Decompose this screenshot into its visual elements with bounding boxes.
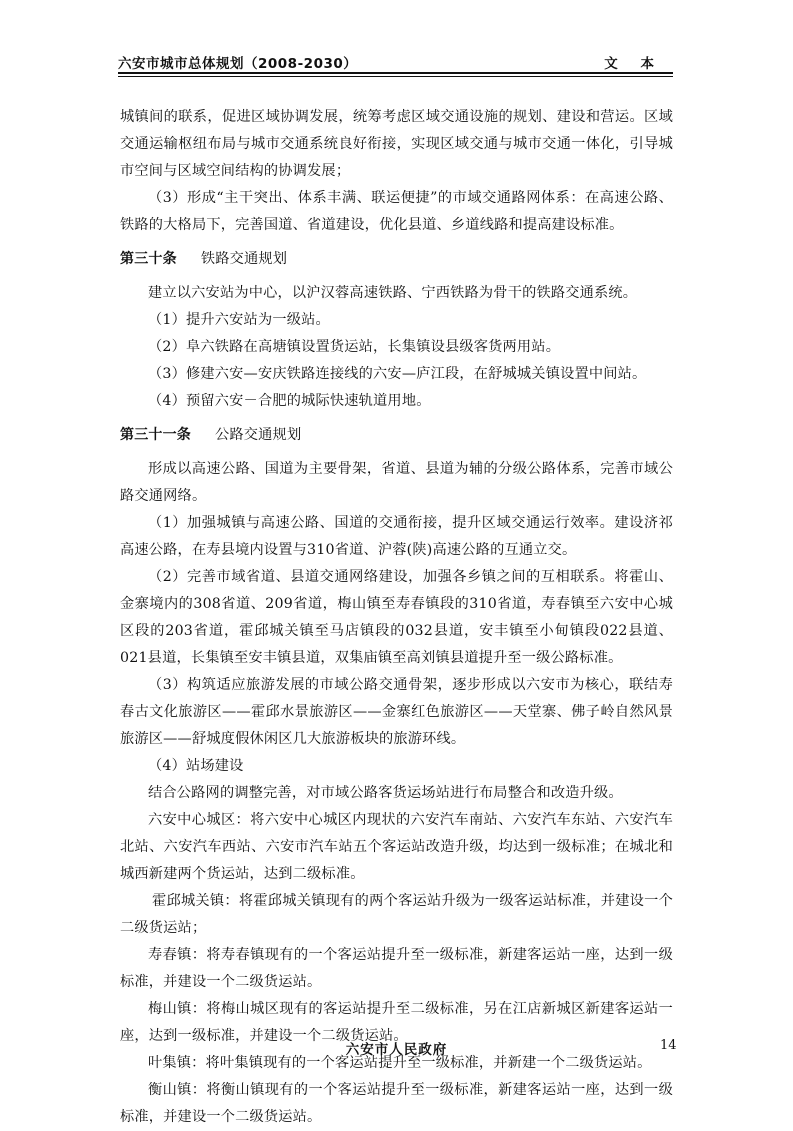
paragraph: 城镇间的联系，促进区域协调发展，统筹考虑区域交通设施的规划、建设和营运。区域交通运输枢纽布局与城市交通系统良好衔接，实现区域交通与城市交通一体化，引导城市空间与区域空间结构的协调发展； [120,109,673,179]
list-item: （4）预留六安－合肥的城际快速轨道用地。 [148,393,431,409]
header-rule-thick [118,72,673,74]
list-item: （1）加强城镇与高速公路、国道的交通衔接，提升区域交通运行效率。建设济祁高速公路，在寿县境内设置与310省道、沪蓉(陕)高速公路的互通立交。 [120,515,673,558]
page-number: 14 [660,1038,677,1053]
paragraph: 形成以高速公路、国道为主要骨架，省道、县道为辅的分级公路体系，完善市域公路交通网络。 [120,461,673,504]
paragraph: 结合公路网的调整完善，对市域公路客货运场站进行布局整合和改造升级。 [148,785,623,801]
header-doc-type: 文 本 [604,56,663,72]
section-title: 铁路交通规划 [200,251,288,267]
section-title: 公路交通规划 [215,427,302,443]
section-heading-31 [120,422,673,449]
paragraph: 叶集镇：将叶集镇现有的一个客运站提升至一级标准，并新建一个二级货运站。 [148,1055,652,1071]
footer-organization: 六安市人民政府 [345,1042,448,1058]
paragraph: 建立以六安站为中心，以沪汉蓉高速铁路、宁西铁路为骨干的铁路交通系统。 [148,285,638,301]
paragraph: 衡山镇：将衡山镇现有的一个客运站提升至一级标准，新建客运站一座，达到一级标准，并建设一个二级货运站。 [120,1082,673,1125]
paragraph: 六安中心城区：将六安中心城区内现状的六安汽车南站、六安汽车东站、六安汽车北站、六安汽车西站、六安市汽车站五个客运站改造升级，均达到一级标准；在城北和城西新建两个货运站，达到二级标准。 [120,812,673,882]
page-header [118,50,673,76]
list-item: （4）站场建设 [148,758,244,774]
list-item: （3）构筑适应旅游发展的市域公路交通骨架，逐步形成以六安市为核心，联结寿春古文化旅游区——霍邱水景旅游区——金寨红色旅游区——天堂寨、佛子岭自然风景旅游区——舒城度假休闲区几大旅游板块的旅游环线。 [120,677,673,747]
section-heading-30 [120,246,673,273]
section-number: 第三十一条 [120,427,191,443]
header-rule-thin [118,76,673,77]
list-item: （3）修建六安—安庆铁路连接线的六安—庐江段，在舒城城关镇设置中间站。 [148,366,647,382]
list-item: （1）提升六安站为一级站。 [148,312,330,328]
header-title: 六安市城市总体规划（2008-2030） [118,56,358,72]
list-item: （2）阜六铁路在高塘镇设置货运站，长集镇设县级客货两用站。 [148,339,561,355]
section-number: 第三十条 [120,251,177,267]
paragraph: 霍邱城关镇：将霍邱城关镇现有的两个客运站升级为一级客运站标准，并建设一个二级货运站； [120,893,673,936]
paragraph: 寿春镇：将寿春镇现有的一个客运站提升至一级标准，新建客运站一座，达到一级标准，并建设一个二级货运站。 [120,947,673,990]
body-text [120,104,673,1131]
paragraph: （3）形成“主干突出、体系丰满、联运便捷”的市域交通路网体系：在高速公路、铁路的大格局下，完善国道、省道建设，优化县道、乡道线路和提高建设标准。 [120,190,673,233]
list-item: （2）完善市域省道、县道交通网络建设，加强各乡镇之间的互相联系。将霍山、金寨境内的308省道、209省道，梅山镇至寿春镇段的310省道，寿春镇至六安中心城区段的203省道，霍邱城关镇至马店镇段的032县道，安丰镇至小甸镇段022县道、021县道，长集镇至安丰镇县道，双集庙镇至高刘镇县道提升至一级公路标准。 [120,569,673,666]
paragraph: 梅山镇：将梅山城区现有的客运站提升至二级标准，另在江店新城区新建客运站一座，达到一级标准，并建设一个二级货运站。 [120,1001,673,1044]
